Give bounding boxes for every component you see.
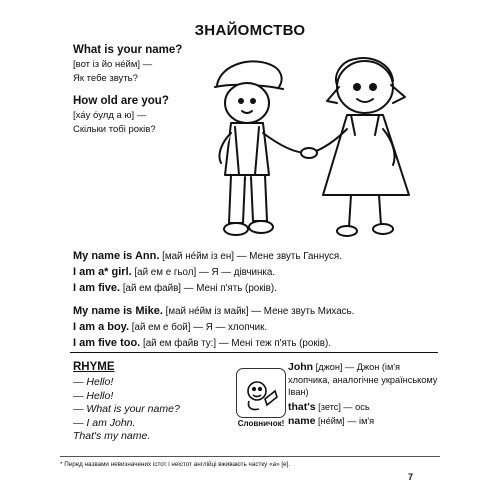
children-illustration: [195, 45, 425, 245]
girl-sentences: [73, 250, 433, 298]
sentence-line: I am a* girl. [ай ем е гьол] — Я — дівчинка.: [73, 266, 276, 278]
section-divider: [70, 352, 438, 353]
dictionary-icon: [236, 368, 286, 418]
question-transcription: [ха́у о́улд а ю] —: [73, 110, 147, 121]
footnote: * Перед назвами невизначених істот і неістот англійці вживають частку «a» [е].: [60, 456, 440, 469]
sentence-line: My name is Mike. [май не́йм із майк] — Мене звуть Михась.: [73, 305, 355, 317]
rhyme-line: — I am John.: [73, 416, 136, 429]
vocab-entry: that's [зетс] — ось: [288, 400, 370, 413]
vocab-entry: John [джон] — Джон (ім'я хлопчика, аналогічне українському Іван): [288, 361, 438, 397]
page-title: ЗНАЙОМСТВО: [194, 22, 306, 39]
dictionary-label: Словничок!: [237, 419, 285, 428]
rhyme-line: — What is your name?: [73, 403, 180, 415]
question-en: How old are you?: [73, 95, 169, 107]
sentence-line: I am a boy. [ай ем е бой] — Я — хлопчик.: [73, 321, 268, 333]
rhyme-line: — Hello!: [73, 389, 114, 402]
rhyme-line: That's my name.: [73, 430, 151, 442]
rhyme-block: [73, 361, 233, 444]
question-en: What is your name?: [73, 44, 183, 56]
vocab-entry: name [не́йм] — ім'я: [288, 415, 375, 427]
question-transcription: [вот із йо не́йм] —: [73, 59, 153, 70]
question-translation: Скільки тобі років?: [73, 124, 156, 135]
rhyme-line: — Hello!: [73, 376, 114, 388]
sentence-line: I am five too. [ай ем файв ту:] — Мені теж п'ять (років).: [73, 337, 331, 349]
sentence-line: My name is Ann. [май не́йм із ен] — Мене звуть Ганнуся.: [73, 250, 342, 262]
question-translation: Як тебе звуть?: [73, 73, 138, 84]
rhyme-heading: RHYME: [73, 361, 115, 373]
sentence-line: I am five. [ай ем файв] — Мені п'ять (років).: [73, 282, 277, 294]
page-number: 7: [408, 472, 414, 482]
vocabulary-block: [288, 361, 438, 430]
boy-sentences: [73, 305, 433, 353]
